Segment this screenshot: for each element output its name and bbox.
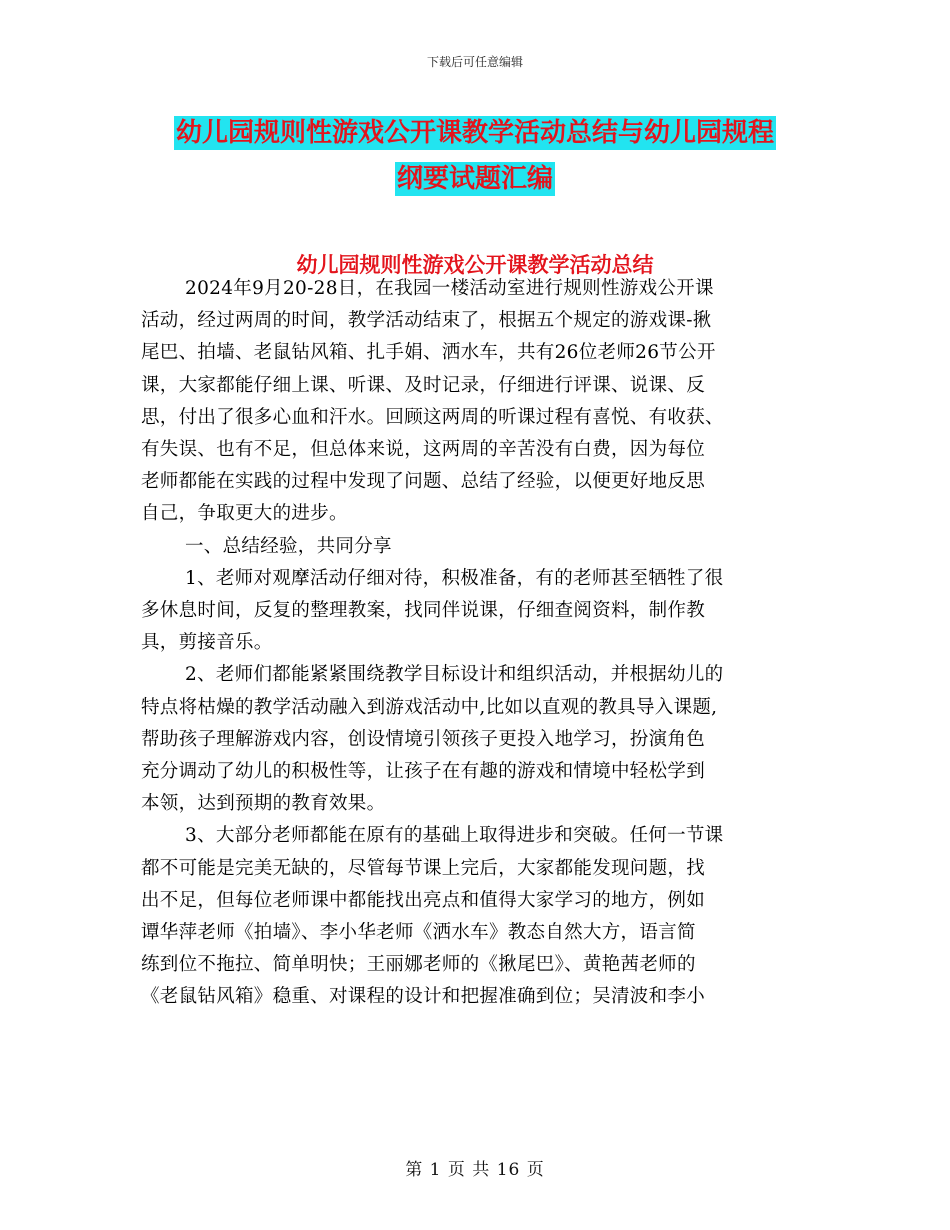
text-line: 1、老师对观摩活动仔细对待，积极准备，有的老师甚至牺牲了很 [185, 567, 724, 589]
paragraph [141, 531, 816, 563]
text-line: 课，大家都能仔细上课、听课、及时记录，仔细进行评课、说课、反 [141, 374, 706, 396]
page-footer: 第 1 页 共 16 页 [405, 1160, 545, 1180]
text-line: 一、总结经验，共同分享 [185, 535, 392, 557]
document-title-line-1 [0, 112, 950, 149]
text-line: 多休息时间，反复的整理教案，找同伴说课，仔细查阅资料，制作教 [141, 600, 706, 622]
section-title: 幼儿园规则性游戏公开课教学活动总结 [296, 253, 654, 277]
text-line: 《老鼠钻风箱》稳重、对课程的设计和把握准确到位；吴清波和李小 [141, 986, 706, 1008]
text-line: 3、大部分老师都能在原有的基础上取得进步和突破。任何一节课 [185, 825, 724, 847]
document-body [141, 273, 816, 1014]
text-line: 2024年9月20-28日，在我园一楼活动室进行规则性游戏公开课 [185, 278, 714, 299]
page-header: 下载后可任意编辑 [426, 55, 523, 69]
title-highlight-1: 幼儿园规则性游戏公开课教学活动总结与幼儿园规程 [175, 118, 774, 148]
text-line: 都不可能是完美无缺的，尽管每节课上完后，大家都能发现问题，找 [141, 857, 706, 879]
text-line: 练到位不拖拉、简单明快；王丽娜老师的《揪尾巴》、黄艳茜老师的 [141, 954, 696, 976]
text-line: 具，剪接音乐。 [141, 632, 273, 654]
text-line: 2、老师们都能紧紧围绕教学目标设计和组织活动，并根据幼儿的 [185, 664, 724, 686]
text-line: 谭华萍老师《拍墙》、李小华老师《洒水车》教态自然大方，语言简 [141, 922, 696, 944]
paragraph [141, 820, 816, 1013]
paragraph [141, 659, 816, 820]
text-line: 充分调动了幼儿的积极性等，让孩子在有趣的游戏和情境中轻松学到 [141, 761, 706, 783]
title-highlight-2: 纲要试题汇编 [396, 164, 553, 194]
text-line: 出不足，但每位老师课中都能找出亮点和值得大家学习的地方，例如 [141, 889, 706, 911]
document-title-line-2 [0, 158, 950, 195]
text-line: 有失误、也有不足，但总体来说，这两周的辛苦没有白费，因为每位 [141, 439, 706, 461]
paragraph [141, 273, 816, 531]
text-line: 老师都能在实践的过程中发现了问题、总结了经验，以便更好地反思 [141, 471, 706, 493]
text-line: 自己，争取更大的进步。 [141, 503, 348, 525]
text-line: 尾巴、拍墙、老鼠钻风箱、扎手娟、洒水车，共有26位老师26节公开 [141, 342, 716, 364]
text-line: 活动，经过两周的时间，教学活动结束了，根据五个规定的游戏课-揪 [141, 310, 712, 332]
text-line: 特点将枯燥的教学活动融入到游戏活动中,比如以直观的教具导入课题, [141, 696, 718, 718]
paragraph [141, 563, 816, 660]
text-line: 思，付出了很多心血和汗水。回顾这两周的听课过程有喜悦、有收获、 [141, 406, 724, 428]
text-line: 本领，达到预期的教育效果。 [141, 793, 386, 815]
text-line: 帮助孩子理解游戏内容，创设情境引领孩子更投入地学习，扮演角色 [141, 728, 706, 750]
